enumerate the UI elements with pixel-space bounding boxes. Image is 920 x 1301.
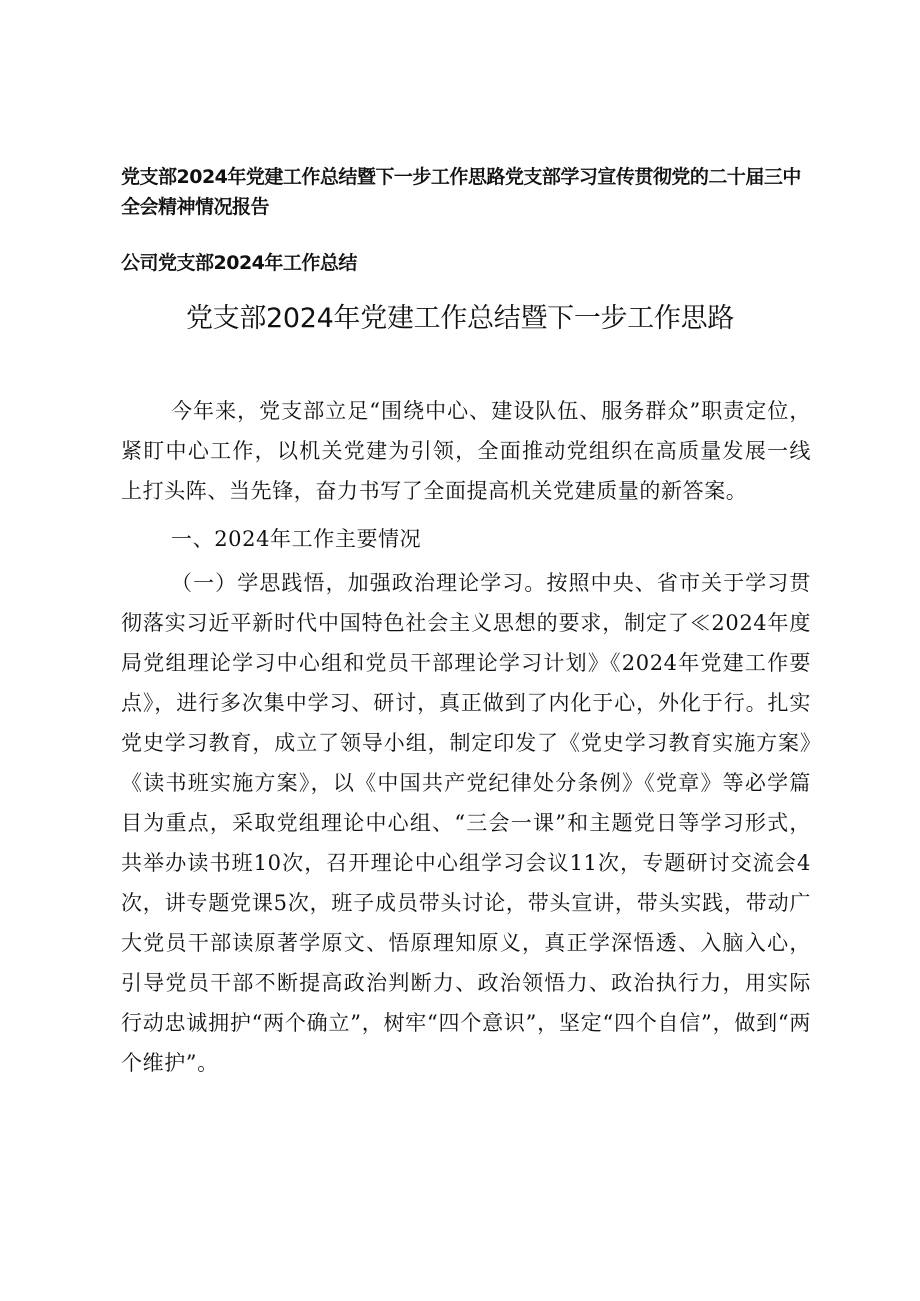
header-title: 党支部2024年党建工作总结暨下一步工作思路党支部学习宣传贯彻党的二十届三中全会精神情况报告: [121, 166, 801, 218]
document-title: 党支部2024年党建工作总结暨下一步工作思路: [185, 303, 735, 334]
body-paragraph: （一）学思践悟，加强政治理论学习。按照中央、省市关于学习贯彻落实习近平新时代中国特色社会主义思想的要求，制定了≪2024年度局党组理论学习中心组和党员干部理论学习计划》《2024年党建工作要点》，进行多次集中学习、研讨，真正做到了内化于心，外化于行。扎实党史学习教育，成立了领导小组，制定印发了《党史学习教育实施方案》《读书班实施方案》，以《中国共产党纪律处分条例》《党章》等必学篇目为重点，采取党组理论中心组、“三会一课”和主题党日等学习形式，共举办读书班10次，召开理论中心组学习会议11次，专题研讨交流会4次，讲专题党课5次，班子成员带头讨论，带头宣讲，带头实践，带动广大党员干部读原著学原文、悟原理知原义，真正学深悟透、入脑入心，引导党员干部不断提高政治判断力、政治领悟力、政治执行力，用实际行动忠诚拥护“两个确立”，树牢“四个意识”，坚定“四个自信”，做到“两个维护”。: [121, 571, 811, 1075]
subheading: 公司党支部2024年工作总结: [121, 252, 357, 274]
section-heading: 一、2024年工作主要情况: [171, 527, 422, 551]
intro-paragraph: 今年来，党支部立足“围绕中心、建设队伍、服务群众”职责定位，紧盯中心工作，以机关党建为引领，全面推动党组织在高质量发展一线上打头阵、当先锋，奋力书写了全面提高机关党建质量的新答案。: [121, 399, 811, 503]
